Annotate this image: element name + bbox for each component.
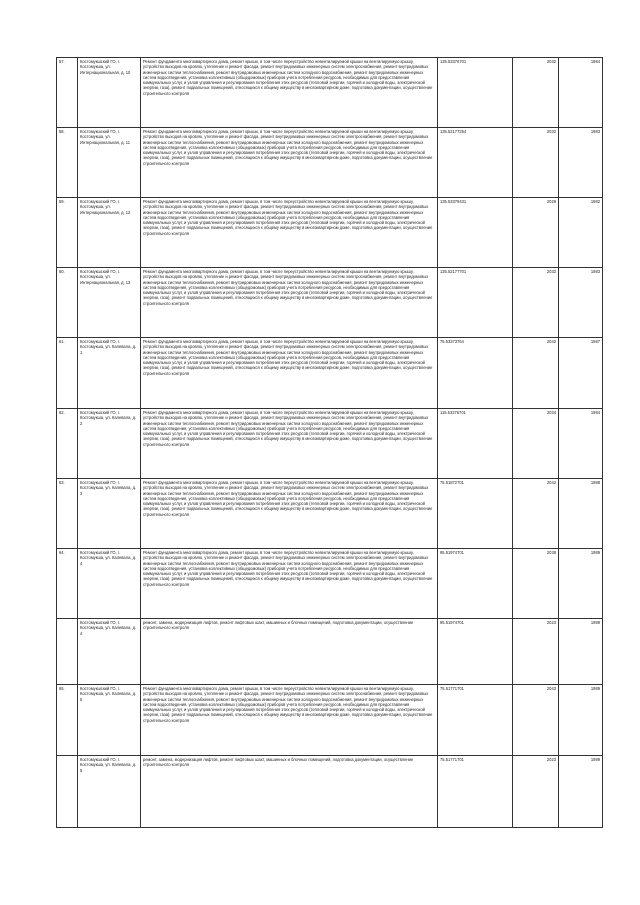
works-cell: Ремонт фундамента многоквартирного дома, ремонт крыши, в том числе переустройство невентилируемой крыши на вентилируемую крышу, устройство выходов на кровлю, утепление и ремонт фасада, ремонт внутридомовых инженерных систем электроснабжения, ремонт внутридомовых инженерных систем теплоснабжения, ремонт внутридомовых инженерных систем холодного водоснабжения, ремонт внутридомовых инженерных систем водоотведения, установка коллективных (общедомовых) приборов учета потребления ресурсов, необходимых для предоставления коммунальных услуг, и узлов управления и регулирования потребления этих ресурсов (тепловой энергии, горячей и холодной воды, электрической энергии, газа), ремонт подвальных помещений, относящихся к общему имуществу в многоквартирном доме, подготовка документации, осуществление строительного контроля: [141, 479, 438, 549]
cost-cell: 135.53378431: [438, 198, 513, 268]
build-year-cell: 1983: [559, 268, 603, 338]
row-number: 64.: [57, 549, 78, 619]
build-year-cell: 1989: [559, 619, 603, 685]
table-row: [57, 685, 603, 756]
address-cell: Костомукшский ГО, г. Костомукша, ул. Интернациональная, д. 11: [78, 128, 141, 198]
build-year-cell: 1989: [559, 685, 603, 756]
cost-cell: 135.53376701: [438, 58, 513, 128]
row-number: 62.: [57, 409, 78, 479]
cost-cell: 135.52177701: [438, 268, 513, 338]
works-cell: Ремонт фундамента многоквартирного дома, ремонт крыши, в том числе переустройство невентилируемой крыши на вентилируемую крышу, устройство выходов на кровлю, утепление и ремонт фасада, ремонт внутридомовых инженерных систем электроснабжения, ремонт внутридомовых инженерных систем теплоснабжения, ремонт внутридомовых инженерных систем холодного водоснабжения, ремонт внутридомовых инженерных систем водоотведения, установка коллективных (общедомовых) приборов учета потребления ресурсов, необходимых для предоставления коммунальных услуг, и узлов управления и регулирования потребления этих ресурсов (тепловой энергии, горячей и холодной воды, электрической энергии, газа), ремонт подвальных помещений, относящихся к общему имуществу в многоквартирном доме, подготовка документации, осуществление строительного контроля: [141, 128, 438, 198]
cost-cell: 75.51771701: [438, 756, 513, 828]
works-cell: Ремонт фундамента многоквартирного дома, ремонт крыши, в том числе переустройство невентилируемой крыши на вентилируемую крышу, устройство выходов на кровлю, утепление и ремонт фасада, ремонт внутридомовых инженерных систем электроснабжения, ремонт внутридомовых инженерных систем теплоснабжения, ремонт внутридомовых инженерных систем холодного водоснабжения, ремонт внутридомовых инженерных систем водоотведения, установка коллективных (общедомовых) приборов учета потребления ресурсов, необходимых для предоставления коммунальных услуг, и узлов управления и регулирования потребления этих ресурсов (тепловой энергии, горячей и холодной воды, электрической энергии, газа), ремонт подвальных помещений, относящихся к общему имуществу в многоквартирном доме, подготовка документации, осуществление строительного контроля: [141, 409, 438, 479]
works-cell: Ремонт фундамента многоквартирного дома, ремонт крыши, в том числе переустройство невентилируемой крыши на вентилируемую крышу, устройство выходов на кровлю, утепление и ремонт фасада, ремонт внутридомовых инженерных систем электроснабжения, ремонт внутридомовых инженерных систем теплоснабжения, ремонт внутридомовых инженерных систем холодного водоснабжения, ремонт внутридомовых инженерных систем водоотведения, установка коллективных (общедомовых) приборов учета потребления ресурсов, необходимых для предоставления коммунальных услуг, и узлов управления и регулирования потребления этих ресурсов (тепловой энергии, горячей и холодной воды, электрической энергии, газа), ремонт подвальных помещений, относящихся к общему имуществу в многоквартирном доме, подготовка документации, осуществление строительного контроля: [141, 338, 438, 409]
table-row: [57, 409, 603, 479]
row-number: [57, 756, 78, 828]
build-year-cell: 1982: [559, 198, 603, 268]
row-number: 60.: [57, 268, 78, 338]
address-cell: Костомукшский ГО, г. Костомукша, ул. Калевала, д. 3: [78, 479, 141, 549]
repair-year-cell: 2023: [513, 756, 559, 828]
row-number: 61.: [57, 338, 78, 409]
table-row: [57, 479, 603, 549]
cost-cell: 75.53373764: [438, 338, 513, 409]
build-year-cell: 1983: [559, 128, 603, 198]
table-row: [57, 338, 603, 409]
address-cell: Костомукшский ГО, г. Костомукша, ул. Калевала, д. 5: [78, 685, 141, 756]
repair-year-cell: 2038: [513, 549, 559, 619]
repair-year-cell: 2029: [513, 198, 559, 268]
works-cell: Ремонт фундамента многоквартирного дома, ремонт крыши, в том числе переустройство невентилируемой крыши на вентилируемую крышу, устройство выходов на кровлю, утепление и ремонт фасада, ремонт внутридомовых инженерных систем электроснабжения, ремонт внутридомовых инженерных систем теплоснабжения, ремонт внутридомовых инженерных систем холодного водоснабжения, ремонт внутридомовых инженерных систем водоотведения, установка коллективных (общедомовых) приборов учета потребления ресурсов, необходимых для предоставления коммунальных услуг, и узлов управления и регулирования потребления этих ресурсов (тепловой энергии, горячей и холодной воды, электрической энергии, газа), ремонт подвальных помещений, относящихся к общему имуществу в многоквартирном доме, подготовка документации, осуществление строительного контроля: [141, 685, 438, 756]
repair-year-cell: 2042: [513, 479, 559, 549]
cost-cell: 135.52177254: [438, 128, 513, 198]
table-row: [57, 128, 603, 198]
repair-year-cell: 2034: [513, 409, 559, 479]
row-number: 57.: [57, 58, 78, 128]
address-cell: Костомукшский ГО, г. Костомукша, ул. Калевала, д. 4: [78, 549, 141, 619]
build-year-cell: 1989: [559, 756, 603, 828]
works-cell: Ремонт фундамента многоквартирного дома, ремонт крыши, в том числе переустройство невентилируемой крыши на вентилируемую крышу, устройство выходов на кровлю, утепление и ремонт фасада, ремонт внутридомовых инженерных систем электроснабжения, ремонт внутридомовых инженерных систем теплоснабжения, ремонт внутридомовых инженерных систем холодного водоснабжения, ремонт внутридомовых инженерных систем водоотведения, установка коллективных (общедомовых) приборов учета потребления ресурсов, необходимых для предоставления коммунальных услуг, и узлов управления и регулирования потребления этих ресурсов (тепловой энергии, горячей и холодной воды, электрической энергии, газа), ремонт подвальных помещений, относящихся к общему имуществу в многоквартирном доме, подготовка документации, осуществление строительного контроля: [141, 198, 438, 268]
cost-cell: 75.51771701: [438, 685, 513, 756]
row-number: [57, 619, 78, 685]
works-cell: Ремонт фундамента многоквартирного дома, ремонт крыши, в том числе переустройство невентилируемой крыши на вентилируемую крышу, устройство выходов на кровлю, утепление и ремонт фасада, ремонт внутридомовых инженерных систем электроснабжения, ремонт внутридомовых инженерных систем теплоснабжения, ремонт внутридомовых инженерных систем холодного водоснабжения, ремонт внутридомовых инженерных систем водоотведения, установка коллективных (общедомовых) приборов учета потребления ресурсов, необходимых для предоставления коммунальных услуг, и узлов управления и регулирования потребления этих ресурсов (тепловой энергии, горячей и холодной воды, электрической энергии, газа), ремонт подвальных помещений, относящихся к общему имуществу в многоквартирном доме, подготовка документации, осуществление строительного контроля: [141, 58, 438, 128]
address-cell: Костомукшский ГО, г. Костомукша, ул. Интернациональная, д. 10: [78, 58, 141, 128]
table-row: [57, 549, 603, 619]
repair-year-cell: 2042: [513, 338, 559, 409]
cost-cell: 75.51872701: [438, 479, 513, 549]
table-row: [57, 198, 603, 268]
address-cell: Костомукшский ГО, г. Костомукша, ул. Интернациональная, д. 12: [78, 198, 141, 268]
row-number: 63.: [57, 479, 78, 549]
table-row: [57, 619, 603, 685]
table-row: [57, 268, 603, 338]
works-cell: Ремонт фундамента многоквартирного дома, ремонт крыши, в том числе переустройство невентилируемой крыши на вентилируемую крышу, устройство выходов на кровлю, утепление и ремонт фасада, ремонт внутридомовых инженерных систем электроснабжения, ремонт внутридомовых инженерных систем теплоснабжения, ремонт внутридомовых инженерных систем холодного водоснабжения, ремонт внутридомовых инженерных систем водоотведения, установка коллективных (общедомовых) приборов учета потребления ресурсов, необходимых для предоставления коммунальных услуг, и узлов управления и регулирования потребления этих ресурсов (тепловой энергии, горячей и холодной воды, электрической энергии, газа), ремонт подвальных помещений, относящихся к общему имуществу в многоквартирном доме, подготовка документации, осуществление строительного контроля: [141, 268, 438, 338]
cost-cell: 115.53376701: [438, 409, 513, 479]
row-number: 65.: [57, 685, 78, 756]
row-number: 58.: [57, 128, 78, 198]
cost-cell: 95.51974701: [438, 549, 513, 619]
repair-year-cell: 2032: [513, 58, 559, 128]
build-year-cell: 1984: [559, 409, 603, 479]
works-cell: ремонт, замена, модернизация лифтов, ремонт лифтовых шахт, машинных и блочных помещений, подготовка документации, осуществление строительного контроля: [141, 756, 438, 828]
build-year-cell: 1988: [559, 479, 603, 549]
build-year-cell: 1984: [559, 58, 603, 128]
address-cell: Костомукшский ГО, г. Костомукша, ул. Калевала, д. 1: [78, 338, 141, 409]
repair-year-cell: 2023: [513, 619, 559, 685]
works-cell: Ремонт фундамента многоквартирного дома, ремонт крыши, в том числе переустройство невентилируемой крыши на вентилируемую крышу, устройство выходов на кровлю, утепление и ремонт фасада, ремонт внутридомовых инженерных систем электроснабжения, ремонт внутридомовых инженерных систем теплоснабжения, ремонт внутридомовых инженерных систем холодного водоснабжения, ремонт внутридомовых инженерных систем водоотведения, установка коллективных (общедомовых) приборов учета потребления ресурсов, необходимых для предоставления коммунальных услуг, и узлов управления и регулирования потребления этих ресурсов (тепловой энергии, горячей и холодной воды, электрической энергии, газа), ремонт подвальных помещений, относящихся к общему имуществу в многоквартирном доме, подготовка документации, осуществление строительного контроля: [141, 549, 438, 619]
build-year-cell: 1987: [559, 338, 603, 409]
works-cell: ремонт, замена, модернизация лифтов, ремонт лифтовых шахт, машинных и блочных помещений, подготовка документации, осуществление строительного контроля: [141, 619, 438, 685]
address-cell: Костомукшский ГО, г. Костомукша, ул. Калевала, д. 5: [78, 756, 141, 828]
table-row: [57, 756, 603, 828]
repair-year-cell: 2032: [513, 268, 559, 338]
build-year-cell: 1989: [559, 549, 603, 619]
address-cell: Костомукшский ГО, г. Костомукша, ул. Интернациональная, д. 13: [78, 268, 141, 338]
repair-year-cell: 2032: [513, 128, 559, 198]
row-number: 59.: [57, 198, 78, 268]
repair-year-cell: 2043: [513, 685, 559, 756]
capital-repair-table: [56, 57, 603, 828]
address-cell: Костомукшский ГО, г. Костомукша, ул. Калевала, д. 4: [78, 619, 141, 685]
cost-cell: 95.51974701: [438, 619, 513, 685]
address-cell: Костомукшский ГО, г. Костомукша, ул. Калевала, д. 2: [78, 409, 141, 479]
table-row: [57, 58, 603, 128]
